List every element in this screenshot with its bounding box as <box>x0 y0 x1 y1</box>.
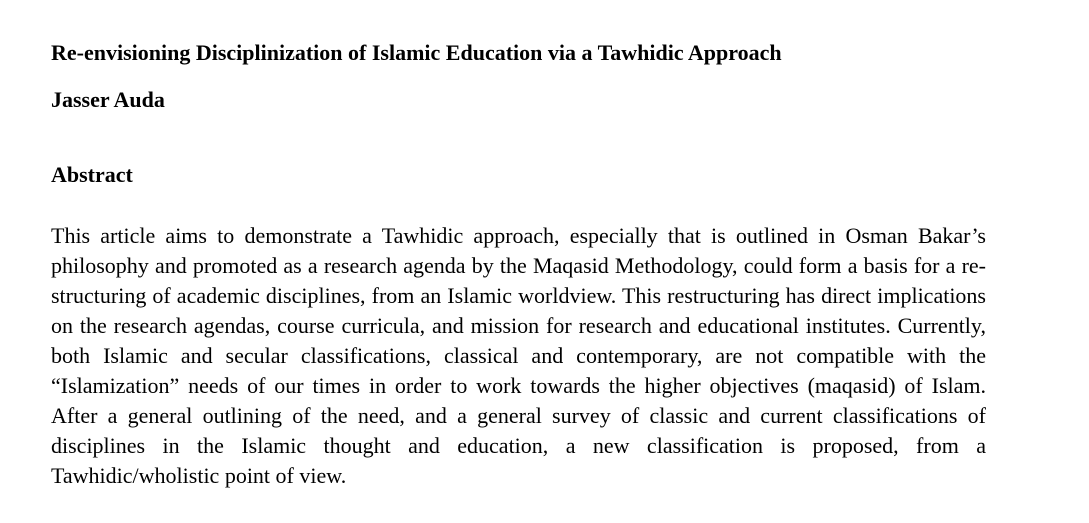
author-name: Jasser Auda <box>51 87 165 112</box>
paper-title: Re-envisioning Disciplinization of Islamic Education via a Tawhidic Approach <box>51 40 782 65</box>
abstract-body: This article aims to demonstrate a Tawhidic approach, especially that is outlined in Osman Bakar’s philosophy and promoted as a research agenda by the Maqasid Methodology, could form a basis for a re-structuring of academic disciplines, from an Islamic worldview. This restructuring has direct implications on the research agendas, course curricula, and mission for research and educational institutes. Currently, both Islamic and secular classifications, classical and contemporary, are not compatible with the “Islamization” needs of our times in order to work towards the higher objectives (maqasid) of Islam. After a general outlining of the need, and a general survey of classic and current classifications of disciplines in the Islamic thought and education, a new classification is proposed, from a Tawhidic/wholistic point of view. <box>51 223 986 488</box>
abstract-heading: Abstract <box>51 162 133 187</box>
